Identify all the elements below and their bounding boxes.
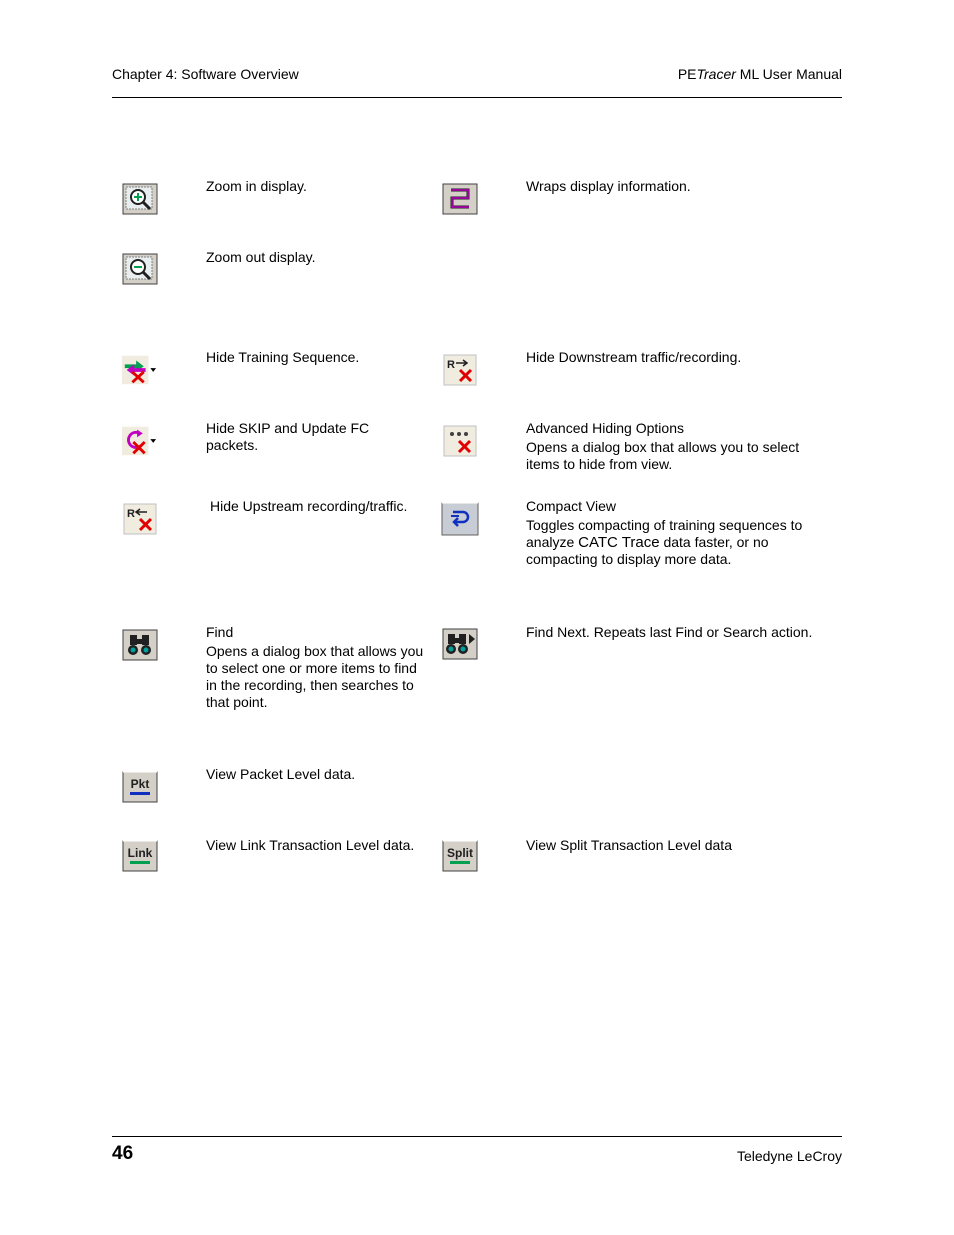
footer-company: Teledyne LeCroy — [736, 1148, 842, 1164]
advanced-hiding-line-1: Opens a dialog box that allows you to select — [526, 439, 800, 455]
view-split-transaction-icon — [442, 840, 478, 872]
find-line-1: Opens a dialog box that allows you — [206, 643, 424, 659]
hide-skip-line-2: packets. — [206, 437, 259, 453]
view-link-transaction-description: View Link Transaction Level data. — [206, 837, 415, 853]
running-header-chapter: Chapter 4: Software Overview — [112, 66, 299, 82]
view-split-transaction-description: View Split Transaction Level data — [526, 837, 732, 853]
compact-line-2-suffix: data faster, or no — [659, 534, 769, 550]
binoculars-find-next-icon — [442, 628, 478, 660]
running-header-manual-title — [678, 66, 842, 82]
find-line-3: in the recording, then searches to — [206, 677, 414, 693]
find-title: Find — [206, 624, 234, 640]
compact-view-line-3: compacting to display more data. — [526, 551, 732, 567]
hide-training-sequence-icon — [121, 354, 157, 386]
advanced-hiding-options-description — [526, 420, 799, 473]
hide-downstream-description: Hide Downstream traffic/recording. — [526, 349, 742, 365]
page-number: 46 — [112, 1143, 134, 1164]
compact-view-title: Compact View — [526, 498, 617, 514]
compact-view-description — [526, 498, 802, 568]
hide-skip-line-1: Hide SKIP and Update FC — [206, 420, 370, 436]
split-icon-label: Split — [447, 846, 473, 860]
advanced-hiding-line-2: items to hide from view. — [526, 456, 673, 472]
zoom-in-description: Zoom in display. — [206, 178, 307, 194]
pkt-icon-label: Pkt — [130, 777, 150, 791]
hide-skip-update-fc-description — [206, 420, 369, 454]
manual-title-pe: PE — [677, 66, 697, 82]
find-line-2: to select one or more items to find — [206, 660, 417, 676]
svg-text:R: R — [127, 508, 135, 520]
footer-rule — [112, 1136, 842, 1137]
hide-skip-update-fc-icon — [121, 425, 157, 457]
header-rule — [112, 97, 842, 98]
zoom-in-icon — [122, 183, 158, 215]
zoom-out-icon — [122, 253, 158, 285]
hide-upstream-icon — [123, 503, 159, 535]
view-packet-level-description: View Packet Level data. — [206, 766, 356, 782]
wrap-description: Wraps display information. — [526, 178, 691, 194]
find-description — [206, 624, 423, 711]
view-link-transaction-icon — [122, 840, 158, 872]
advanced-hiding-options-icon — [443, 425, 479, 457]
find-next-description: Find Next. Repeats last Find or Search action. — [526, 624, 813, 640]
hide-downstream-icon — [443, 354, 479, 386]
view-packet-level-icon — [122, 771, 158, 803]
zoom-out-description: Zoom out display. — [206, 249, 316, 265]
hide-upstream-description: Hide Upstream recording/traffic. — [210, 498, 408, 514]
catc-trace-name: CATC Trace — [578, 534, 660, 551]
find-line-4: that point. — [206, 694, 268, 710]
compact-line-2-prefix: analyze — [526, 534, 579, 550]
wrap-icon — [442, 183, 478, 215]
compact-view-line-2 — [526, 534, 802, 551]
hide-training-sequence-description: Hide Training Sequence. — [206, 349, 360, 365]
compact-view-line-1: Toggles compacting of training sequences to — [526, 517, 803, 533]
binoculars-find-icon — [122, 629, 158, 661]
svg-text:R: R — [447, 359, 455, 371]
manual-title-tracer: Tracer — [696, 66, 736, 82]
link-icon-label: Link — [127, 846, 153, 860]
compact-view-icon — [441, 502, 479, 536]
advanced-hiding-title: Advanced Hiding Options — [526, 420, 684, 436]
manual-title-rest: ML User Manual — [735, 66, 842, 82]
